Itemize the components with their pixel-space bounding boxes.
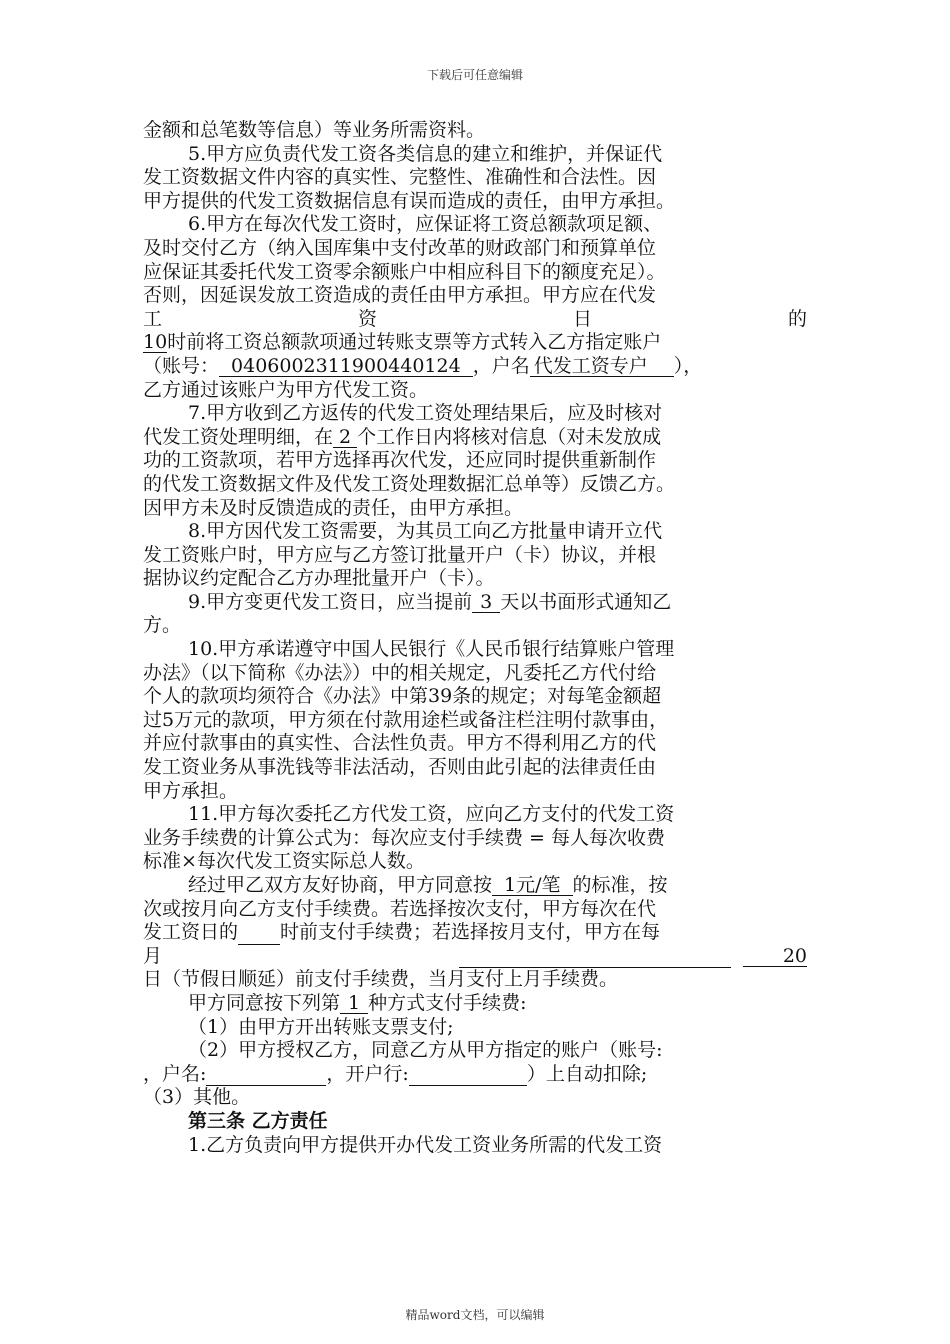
text-line xyxy=(143,1063,807,1087)
monthly-day-value: 20 xyxy=(743,946,807,967)
text-line: 否则，因延误发放工资造成的责任由甲方承担。甲方应在代发 xyxy=(143,284,657,307)
monthly-blank-group xyxy=(459,945,807,969)
text-line: （2）甲方授权乙方，同意乙方从甲方指定的账户（账号: xyxy=(188,1039,663,1062)
text-fragment: 时前将工资总额款项通过转账支票等方式转入乙方指定账户 xyxy=(167,331,662,354)
text-line xyxy=(143,992,807,1016)
text-line: 甲方承担。 xyxy=(143,779,239,802)
text-fragment: 的标准，按 xyxy=(572,874,668,896)
hour-value: 10 xyxy=(143,331,168,354)
account-name-blank xyxy=(206,1067,326,1086)
text-line: （1）由甲方开出转账支票支付; xyxy=(188,1015,454,1038)
text-fragment: 时前支付手续费；若选择按月支付，甲方在每 xyxy=(280,921,661,944)
text-line: 个人的款项均须符合《办法》中第39条的规定；对每笔金额超 xyxy=(143,685,662,708)
text-fragment: （账号： xyxy=(143,354,220,377)
text-fragment: 工 xyxy=(143,307,163,330)
text-fragment: 的 xyxy=(787,307,807,330)
text-fragment: ，户名: xyxy=(143,1062,207,1085)
account-number-value: 0406002311900440124 xyxy=(219,356,473,377)
text-line: 11.甲方每次委托乙方代发工资，应向乙方支付的代发工资 xyxy=(188,803,675,826)
text-line: 功的工资款项，若甲方选择再次代发，还应同时提供重新制作 xyxy=(143,449,657,472)
text-fragment: ）， xyxy=(673,354,703,377)
text-fragment: 甲方同意按下列第 xyxy=(188,991,341,1014)
page-footer: 精品word文档，可以编辑 xyxy=(405,1308,545,1322)
text-fragment: 天以书面形式通知乙 xyxy=(500,590,672,613)
page-header: 下载后可任意编辑 xyxy=(426,68,523,82)
text-line: 因甲方未及时反馈造成的责任，由甲方承担。 xyxy=(143,496,524,519)
text-line: 5.甲方应负责代发工资各类信息的建立和维护，并保证代 xyxy=(188,142,663,165)
account-name-value: 代发工资专户 xyxy=(530,356,674,377)
document-body xyxy=(143,119,807,1157)
text-line: 发工资业务从事洗钱等非法活动，否则由此引起的法律责任由 xyxy=(143,756,657,779)
section-heading: 第三条 乙方责任 xyxy=(188,1109,328,1132)
text-line: 据协议约定配合乙方办理批量开户（卡）。 xyxy=(143,567,495,590)
text-fragment: 资 xyxy=(357,307,377,330)
text-fragment: ）上自动扣除; xyxy=(526,1062,648,1085)
text-line: 甲方提供的代发工资数据信息有误而造成的责任，由甲方承担。 xyxy=(143,189,676,212)
text-fragment: 个工作日内将核对信息（对未发放成 xyxy=(357,425,662,448)
bank-blank xyxy=(409,1067,527,1086)
text-line: 业务手续费的计算公式为：每次应支付手续费 = 每人每次收费 xyxy=(143,826,666,849)
text-fragment: ，开户行: xyxy=(326,1062,409,1085)
text-line: 日（节假日顺延）前支付手续费，当月支付上月手续费。 xyxy=(143,968,619,991)
text-line: 1.乙方负责向甲方提供开办代发工资业务所需的代发工资 xyxy=(188,1133,663,1156)
text-line: 方。 xyxy=(143,614,182,637)
text-line xyxy=(143,426,807,450)
text-line: 并应付款事由的真实性、合法性负责。甲方不得利用乙方的代 xyxy=(143,732,657,755)
text-line: （3）其他。 xyxy=(143,1086,251,1109)
text-line xyxy=(143,355,807,379)
text-line: 办法》（以下简称《办法》）中的相关规定，凡委托乙方代付给 xyxy=(143,661,657,684)
text-line xyxy=(143,921,807,945)
text-line: 及时交付乙方（纳入国库集中支付改革的财政部门和预算单位 xyxy=(143,236,657,259)
text-line: 应保证其委托代发工资零余额账户中相应科目下的额度充足）。 xyxy=(143,260,666,283)
text-line xyxy=(143,874,807,898)
text-fragment: 种方式支付手续费: xyxy=(368,991,527,1014)
text-line: 乙方通过该账户为甲方代发工资。 xyxy=(143,378,429,401)
text-line: 10.甲方承诺遵守中国人民银行《人民币银行结算账户管理 xyxy=(188,638,675,661)
text-line: 发工资数据文件内容的真实性、完整性、准确性和合法性。因 xyxy=(143,166,657,189)
justified-line xyxy=(143,308,807,332)
verify-days-value: 2 xyxy=(333,427,357,448)
fee-standard-value: 1元/笔 xyxy=(492,875,573,896)
text-line xyxy=(143,945,807,969)
text-line: 6.甲方在每次代发工资时，应保证将工资总额款项足额、 xyxy=(188,213,663,236)
text-line: 标准×每次代发工资实际总人数。 xyxy=(143,850,425,873)
notice-days-value: 3 xyxy=(472,592,500,613)
text-line: 次或按月向乙方支付手续费。若选择按次支付，甲方每次在代 xyxy=(143,897,657,920)
text-line: 8.甲方因代发工资需要，为其员工向乙方批量申请开立代 xyxy=(188,520,663,543)
text-line xyxy=(143,331,807,355)
text-line: 发工资账户时，甲方应与乙方签订批量开户（卡）协议，并根 xyxy=(143,543,657,566)
text-fragment: 发工资日的 xyxy=(143,921,239,944)
payment-method-value: 1 xyxy=(340,993,368,1014)
text-line: 过5万元的款项，甲方须在付款用途栏或备注栏注明付款事由， xyxy=(143,708,669,731)
text-line: 金额和总笔数等信息）等业务所需资料。 xyxy=(143,119,486,141)
text-line: 的代发工资数据文件及代发工资处理数据汇总单等）反馈乙方。 xyxy=(143,472,676,495)
text-fragment: ，户名 xyxy=(472,354,530,377)
text-fragment: 日 xyxy=(572,307,592,330)
text-fragment: 经过甲乙双方友好协商，甲方同意按 xyxy=(188,874,493,896)
text-line: 7.甲方收到乙方返传的代发工资处理结果后，应及时核对 xyxy=(188,402,663,425)
text-fragment: 月 xyxy=(143,944,163,967)
text-fragment: 代发工资处理明细，在 xyxy=(143,425,334,448)
hour-blank xyxy=(238,926,280,945)
text-line xyxy=(143,591,807,615)
monthly-blank xyxy=(459,949,731,968)
text-fragment: 9.甲方变更代发工资日，应当提前 xyxy=(188,590,473,613)
